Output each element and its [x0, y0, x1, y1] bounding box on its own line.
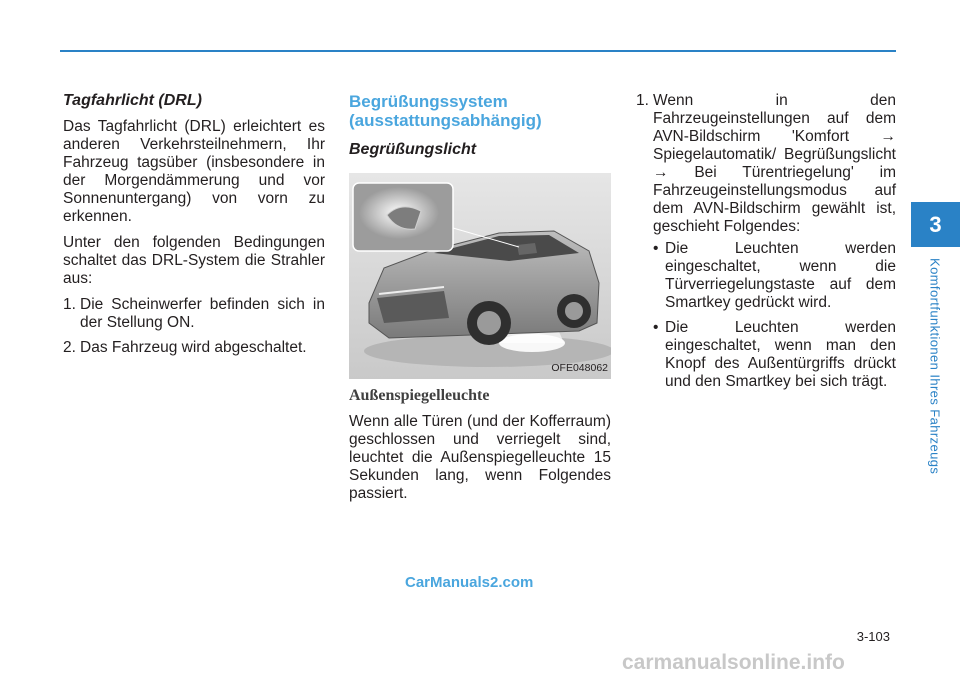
drl-heading: Tagfahrlicht (DRL) — [63, 92, 202, 109]
welcome-system-heading: Begrüßungssystem (ausstattungsabhängig) — [349, 92, 542, 130]
column-welcome-system — [349, 92, 611, 511]
page-number: 3-103 — [856, 629, 890, 644]
condition-list — [636, 92, 896, 391]
welcome-light-subheading: Begrüßungslicht — [349, 141, 477, 158]
list-item: 2. Das Fahrzeug wird abgeschaltet. — [63, 339, 307, 356]
mirror-light-paragraph: Wenn alle Türen (und der Kofferraum) geschlossen und verriegelt sind, leuchtet die Außenspiegelleuchte 15 Sekunden lang, wenn Folgendes passiert. — [349, 413, 611, 502]
bullet-item: • Die Leuchten werden eingeschaltet, wenn man den Knopf des Außentürgriffs drückt und den Smartkey bei sich trägt. — [653, 319, 896, 390]
column-drl — [63, 92, 325, 365]
figure-code: OFE048062 — [551, 362, 608, 374]
chapter-tab: 3 — [911, 202, 960, 247]
list-item: 1. Die Scheinwerfer befinden sich in der Stellung ON. — [63, 296, 325, 331]
bullet-item: • Die Leuchten werden eingeschaltet, wenn die Türverriegelungstaste auf dem Smartkey gedrückt wird. — [653, 240, 896, 311]
drl-conditions-list — [63, 296, 325, 357]
drl-paragraph-2: Unter den folgenden Bedingungen schaltet das DRL-System die Strahler aus: — [63, 234, 325, 287]
header-rule — [60, 50, 896, 52]
chapter-title: Komfortfunktionen Ihres Fahrzeugs — [927, 258, 943, 475]
car-mirror-light-figure — [349, 173, 611, 379]
watermark-carmanualsonline: carmanualsonline.info — [622, 651, 845, 674]
bullet-list — [653, 240, 896, 391]
mirror-light-heading: Außenspiegelleuchte — [349, 387, 490, 404]
list-item: 1. Wenn in den Fahrzeugeinstellungen auf dem AVN-Bildschirm 'Komfort → Spiegelautomatik/ Begrüßungslicht → Bei Türentriegelung' im Fahrzeugeinstellungsmodus auf dem AVN-Bildschirm gewählt ist, geschieht Folgendes: • Die Leuchten werden eingeschaltet, wenn die Türverriegelungstaste auf dem Smartkey gedrückt wird. • Die Leuchten werden eingeschaltet, wenn man den Knopf des Außentürgriffs drückt und den Smartkey bei sich trägt. — [636, 92, 896, 390]
car-illustration — [349, 173, 611, 379]
column-conditions — [636, 92, 896, 399]
drl-paragraph-1: Das Tagfahrlicht (DRL) erleichtert es anderen Verkehrsteilnehmern, Ihr Fahrzeug tagsüber (insbesondere in der Morgendämmerung und vor Sonnenuntergang) von vorn zu erkennen. — [63, 118, 325, 225]
watermark-carmanuals2: CarManuals2.com — [405, 574, 534, 591]
